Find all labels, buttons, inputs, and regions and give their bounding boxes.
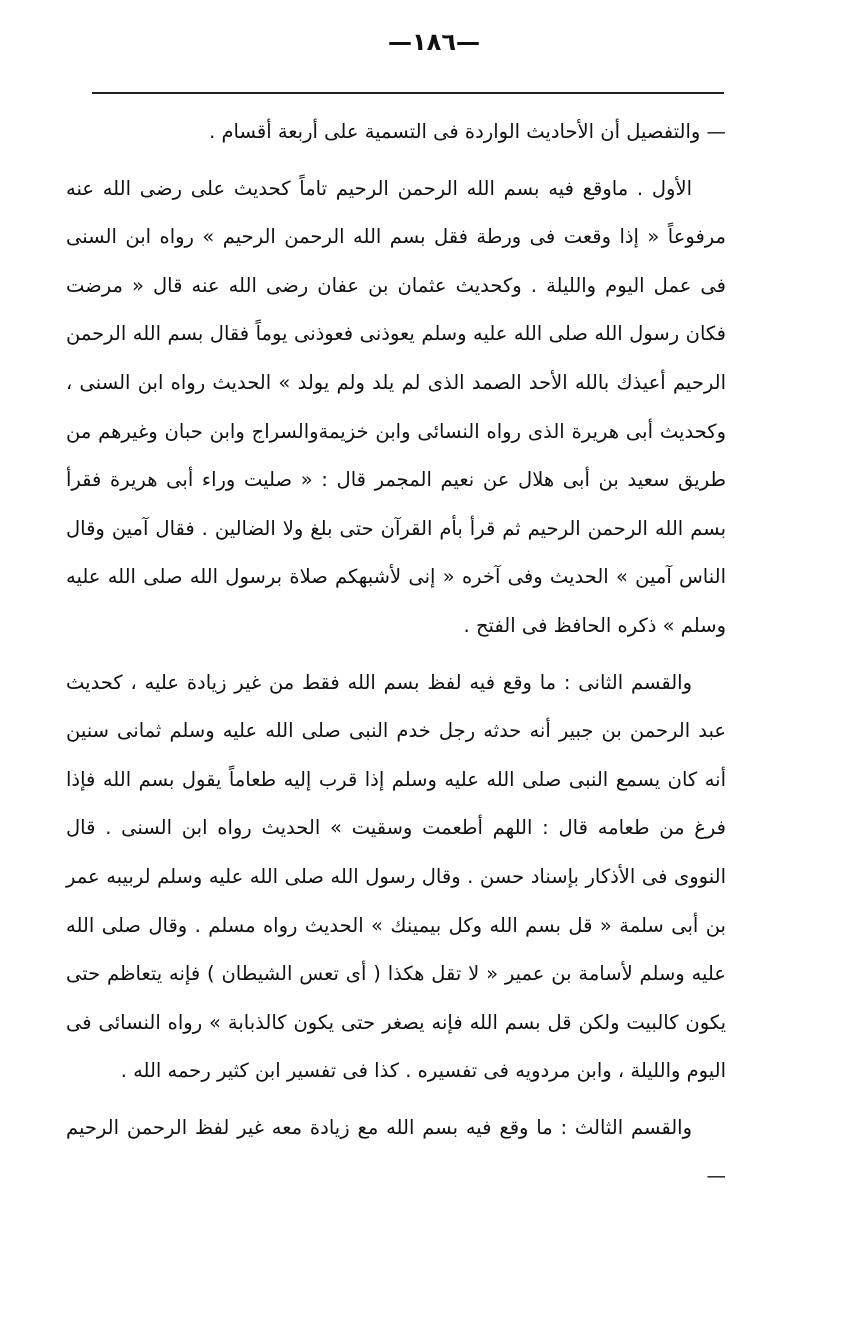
body-text — [66, 108, 726, 1201]
page-number: —١٨٦— — [388, 28, 480, 56]
paragraph-third-category: والقسم الثالث : ما وقع فيه بسم الله مع زيادة معه غير لفظ الرحمن الرحيم — — [66, 1115, 726, 1188]
paragraph-second-category: والقسم الثانى : ما وقع فيه لفظ بسم الله فقط من غير زيادة عليه ، كحديث عبد الرحمن بن جبير أنه حدثه رجل خدم النبى صلى الله عليه وسلم ثمانى سنين أنه كان يسمع النبى صلى الله عليه وسلم إذا قرب إليه طعاماً يقول بسم الله فإذا فرغ من طعامه قال : اللهم أطعمت وسقيت » الحديث رواه ابن السنى . قال النووى فى الأذكار بإسناد حسن . وقال رسول الله صلى الله عليه وسلم لربيبه عمر بن أبى سلمة « قل بسم الله وكل بيمينك » الحديث رواه مسلم . وقال صلى الله عليه وسلم لأسامة بن عمير « لا تقل هكذا ( أى تعس الشيطان ) فإنه يتعاظم حتى يكون كالبيت ولكن قل بسم الله فإنه يصغر حتى يكون كالذبابة » رواه النسائى فى اليوم والليلة ، وابن مردويه فى تفسيره . كذا فى تفسير ابن كثير رحمه الله . — [66, 670, 726, 1083]
paragraph-intro: — والتفصيل أن الأحاديث الواردة فى التسمية على أربعة أقسام . — [209, 120, 726, 143]
paragraph-gap — [66, 1096, 726, 1104]
header-rule — [92, 92, 724, 94]
paragraph-first-category: الأول . ماوقع فيه بسم الله الرحمن الرحيم تاماً كحديث على رضى الله عنه مرفوعاً « إذا وقعت فى ورطة فقل بسم الله الرحمن الرحيم » رواه ابن السنى فى عمل اليوم والليلة . وكحديث عثمان بن عفان رضى الله عنه قال « مرضت فكان رسول الله صلى الله عليه وسلم يعوذنى فعوذنى يوماً فقال بسم الله الرحمن الرحيم أعيذك بالله الأحد الصمد الذى لم يلد ولم يولد » الحديث رواه ابن السنى ، وكحديث أبى هريرة الذى رواه النسائى وابن خزيمةوالسراج وابن حبان وغيرهم من طريق سعيد بن أبى هلال عن نعيم المجمر قال : « صليت وراء أبى هريرة فقرأ بسم الله الرحمن الرحيم ثم قرأ بأم القرآن حتى بلغ ولا الضالين . فقال آمين وقال الناس آمين » الحديث وفى آخره « إنى لأشبهكم صلاة برسول الله صلى الله عليه وسلم » ذكره الحافظ فى الفتح . — [66, 176, 726, 637]
paragraph-gap — [66, 651, 726, 659]
paragraph-gap — [66, 157, 726, 165]
